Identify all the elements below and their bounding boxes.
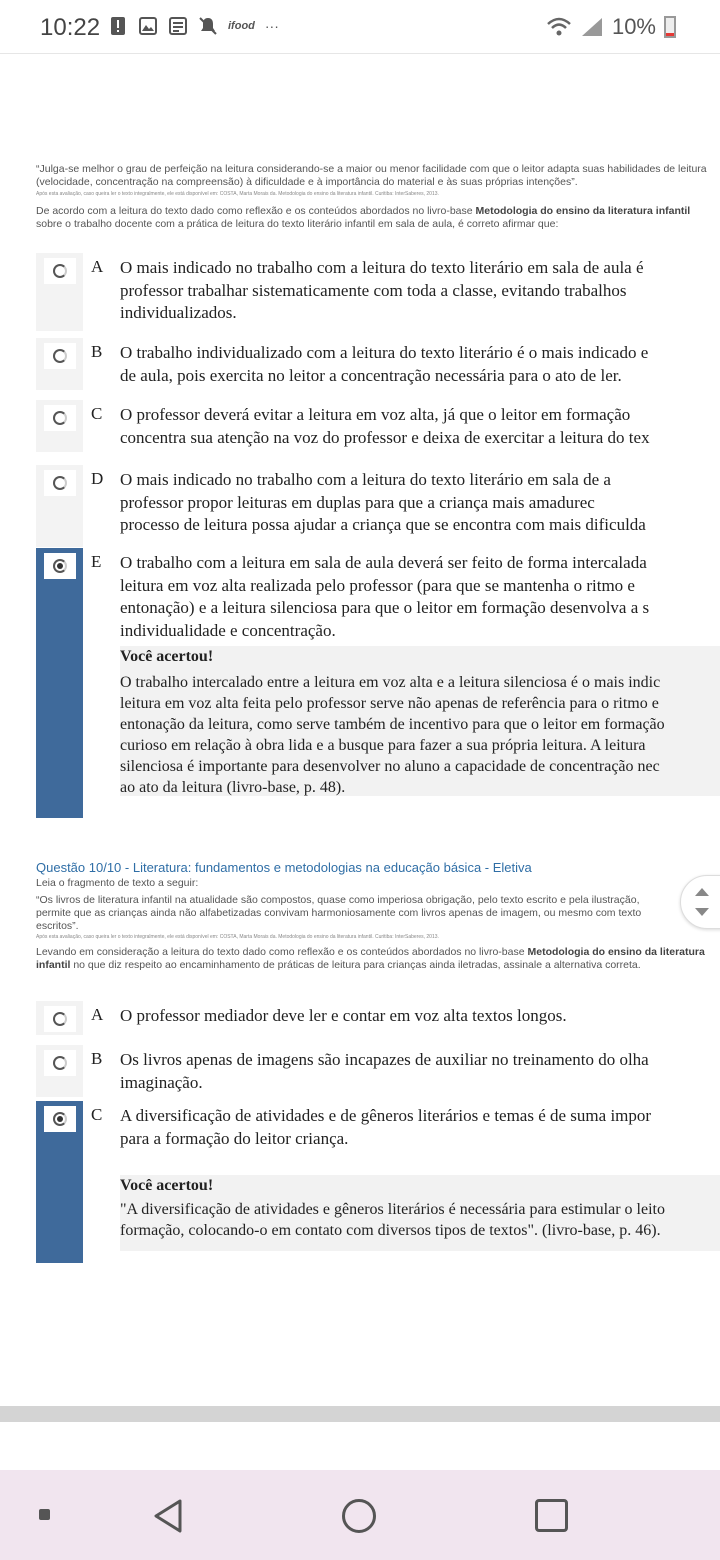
- option-letter: E: [91, 552, 102, 571]
- radio-button[interactable]: [44, 405, 76, 431]
- page-footer-strip: [0, 1406, 720, 1422]
- feedback-box: [120, 646, 720, 796]
- radio-button[interactable]: [44, 470, 76, 496]
- radio-button[interactable]: [44, 1106, 76, 1132]
- option-text: [120, 404, 720, 449]
- option-text-line: O professor deverá evitar a leitura em voz alta, já que o leitor em formação: [120, 405, 631, 424]
- feedback-text-line: O trabalho intercalado entre a leitura em voz alta e a leitura silenciosa é o mais indic: [120, 674, 661, 691]
- q9-prompt-start: De acordo com a leitura do texto dado como reflexão e os conteúdos abordados no livro-base: [36, 205, 476, 217]
- feedback-text-line: formação, colocando-o em contato com diversos tipos de textos". (livro-base, p. 46).: [120, 1222, 661, 1239]
- feedback-text-line: entonação da leitura, como serve também de incentivo para que o leitor em formação: [120, 716, 665, 733]
- feedback-text-line: curioso em relação à obra lida e a busque para fazer a sua própria leitura. A leitura: [120, 737, 646, 754]
- q10-prompt-end: no que diz respeito ao encaminhamento de práticas de leitura para crianças ainda iletradas, assinale a alternativa correta.: [70, 959, 641, 971]
- radio-button[interactable]: [44, 1006, 76, 1032]
- option-c[interactable]: [36, 1101, 720, 1263]
- radio-button[interactable]: [44, 553, 76, 579]
- q9-quote: “Julga-se melhor o grau de perfeição na leitura considerando-se a maior ou menor facilidade com que o leitor adapta suas habilidades de leitura (velocidade, concentração na compreensão) à dificuldade e à importância do material e às suas próprias intenções”.: [36, 163, 707, 188]
- option-b[interactable]: [36, 338, 720, 390]
- wifi-icon: [546, 16, 572, 38]
- radio-icon: [53, 349, 67, 363]
- battery-percent: 10%: [611, 14, 656, 39]
- scroll-down-icon[interactable]: [695, 908, 709, 916]
- option-text-line: A diversificação de atividades e de gêneros literários e temas é de suma impor: [120, 1106, 652, 1125]
- option-text-line: para a formação do leitor criança.: [120, 1128, 349, 1148]
- option-text-line: O mais indicado no trabalho com a leitura do texto literário em sala de aula é: [120, 258, 644, 277]
- option-a[interactable]: [36, 253, 720, 331]
- option-text-line: entonação) e a leitura silenciosa para que o leitor em formação desenvolva a s: [120, 598, 650, 617]
- option-letter: A: [91, 1005, 104, 1024]
- mute-icon: [198, 16, 218, 36]
- clock: 10:22: [40, 14, 101, 41]
- q10-prompt-start: Levando em consideração a leitura do texto dado como reflexão e os conteúdos abordados no livro-base: [36, 946, 528, 958]
- option-b[interactable]: [36, 1045, 720, 1097]
- radio-button[interactable]: [44, 343, 76, 369]
- option-text-line: O professor mediador deve ler e contar em voz alta textos longos.: [120, 1006, 567, 1025]
- option-text-line: O trabalho individualizado com a leitura do texto literário é o mais indicado e: [120, 343, 649, 362]
- recents-icon[interactable]: [535, 1499, 568, 1532]
- feedback-text: [120, 672, 720, 798]
- feedback-text-line: ao ato da leitura (livro-base, p. 48).: [120, 779, 346, 796]
- q9-prompt-book: Metodologia do ensino da literatura infantil: [475, 205, 691, 217]
- feedback-text-line: "A diversificação de atividades e gêneros literários é necessária para estimular o leito: [120, 1201, 665, 1218]
- news-icon: [168, 16, 188, 36]
- option-c[interactable]: [36, 400, 720, 452]
- option-d[interactable]: [36, 465, 720, 547]
- option-bar: [36, 548, 83, 818]
- image-icon: [138, 16, 158, 36]
- option-letter: B: [91, 1049, 103, 1068]
- option-text: [120, 257, 720, 325]
- option-text-line: imaginação.: [120, 1072, 203, 1092]
- radio-icon: [53, 476, 67, 490]
- ifood-icon: ifood: [228, 20, 255, 32]
- option-text: [120, 469, 720, 537]
- option-text-line: processo de leitura possa ajudar a criança que se encontra com mais dificulda: [120, 515, 646, 534]
- scroll-nav-button[interactable]: [680, 875, 720, 929]
- option-letter: C: [91, 1105, 103, 1124]
- feedback-title: Você acertou!: [120, 1177, 214, 1194]
- signal-icon: [580, 16, 604, 38]
- system-icons: [546, 14, 676, 40]
- radio-icon: [53, 1056, 67, 1070]
- option-text: [120, 1049, 720, 1094]
- alert-icon: [108, 16, 128, 36]
- option-text-line: individualidade e concentração.: [120, 620, 336, 640]
- more-notifications: ···: [264, 18, 279, 34]
- option-text-line: de aula, pois exercita no leitor a concentração necessária para o ato de ler.: [120, 365, 622, 385]
- navigation-bar: [0, 1470, 720, 1560]
- option-letter: B: [91, 342, 103, 361]
- feedback-box: [120, 1175, 720, 1251]
- option-a[interactable]: [36, 1001, 720, 1035]
- q10-prompt-book: Metodologia do ensino da literatura infantil: [36, 946, 705, 971]
- back-icon[interactable]: [150, 1498, 190, 1534]
- assistant-icon[interactable]: [39, 1509, 50, 1520]
- q9-prompt: [36, 205, 716, 231]
- feedback-text: [120, 1199, 720, 1241]
- radio-icon: [53, 559, 67, 573]
- feedback-title: Você acertou!: [120, 648, 214, 665]
- option-letter: C: [91, 404, 103, 423]
- radio-icon: [53, 264, 67, 278]
- option-text-line: concentra sua atenção na voz do professor e deixa de exercitar a leitura do tex: [120, 427, 650, 447]
- option-text-line: individualizados.: [120, 303, 237, 322]
- option-text-line: O mais indicado no trabalho com a leitura do texto literário em sala de a: [120, 470, 611, 489]
- q9-source: Após esta avaliação, caso queira ler o texto integralmente, ele está disponível em: COSTA, Marta Morais da. Metodologia do ensino da literatura infantil. Curitiba: InterSaberes, 2013.: [36, 191, 439, 197]
- option-letter: A: [91, 257, 104, 276]
- home-icon[interactable]: [342, 1499, 376, 1533]
- radio-button[interactable]: [44, 258, 76, 284]
- battery-icon: [664, 16, 676, 38]
- option-text-line: leitura em voz alta realizada pelo professor (para que se mantenha o ritmo e: [120, 575, 635, 595]
- feedback-text-line: leitura em voz alta feita pelo professor serve não apenas de referência para o ritmo e: [120, 695, 659, 712]
- q10-subtitle: Leia o fragmento de texto a seguir:: [36, 877, 199, 889]
- option-text-line: professor trabalhar sistematicamente com toda a classe, evitando trabalhos: [120, 280, 627, 300]
- q10-title: Questão 10/10 - Literatura: fundamentos e metodologias na educação básica - Eletiva: [36, 860, 532, 875]
- option-text: [120, 342, 720, 387]
- radio-icon: [53, 1112, 67, 1126]
- radio-icon: [53, 1012, 67, 1026]
- radio-button[interactable]: [44, 1050, 76, 1076]
- q10-quote: “Os livros de literatura infantil na atualidade são compostos, quase como imperiosa obrigação, pelo texto escrito e pela ilustração, permite que as crianças ainda não alfabetizadas convivam harmoniosamente com livros apenas de imagem, ou mesmo com texto escritos”.: [36, 894, 642, 932]
- option-text: [120, 552, 720, 642]
- option-text-line: Os livros apenas de imagens são incapazes de auxiliar no treinamento do olha: [120, 1050, 649, 1069]
- option-text-line: O trabalho com a leitura em sala de aula deverá ser feito de forma intercalada: [120, 553, 647, 572]
- radio-icon: [53, 411, 67, 425]
- notification-icons: [108, 16, 279, 36]
- exam-content: [0, 55, 720, 1405]
- option-text: [120, 1005, 720, 1028]
- option-text: [120, 1105, 720, 1150]
- q10-prompt: [36, 946, 716, 972]
- option-e[interactable]: [36, 548, 720, 818]
- q9-prompt-end: sobre o trabalho docente com a prática de leitura do texto literário infantil em sala de aula, é correto afirmar que:: [36, 218, 559, 230]
- option-letter: D: [91, 469, 104, 488]
- status-bar: [0, 0, 720, 54]
- option-text-line: professor propor leituras em duplas para que a criança mais amadurec: [120, 492, 595, 512]
- q10-source: Após esta avaliação, caso queira ler o texto integralmente, ele está disponível em: COSTA, Marta Morais da. Metodologia do ensino da literatura infantil. Curitiba: InterSaberes, 2013.: [36, 934, 439, 940]
- feedback-text-line: silenciosa é importante para desenvolver no aluno a capacidade de concentração nec: [120, 758, 660, 775]
- scroll-up-icon[interactable]: [695, 888, 709, 896]
